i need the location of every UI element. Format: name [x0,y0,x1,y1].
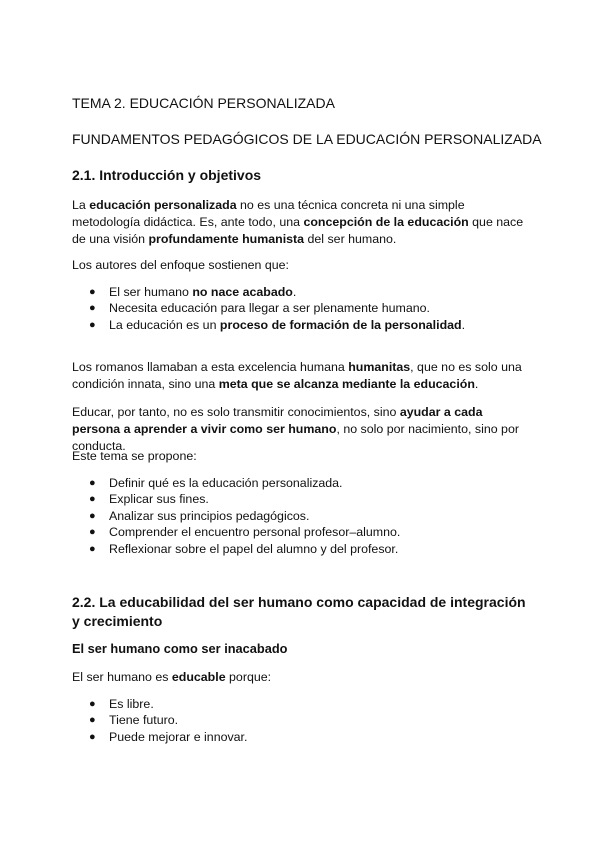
bullet-icon: ● [89,302,96,315]
humanitas-paragraph: Los romanos llamaban a esta excelencia humana humanitas, que no es solo una condición innata, sino una meta que se alcanza mediante la educación. [72,360,522,391]
section-heading-2-2: 2.2. La educabilidad del ser humano como capacidad de integración y crecimiento [72,594,526,629]
list-item: ● Definir qué es la educación personalizada. [89,476,343,490]
bullet-icon: ● [89,714,96,727]
list-item: ● Comprender el encuentro personal profesor–alumno. [89,525,401,540]
list-item: ● La educación es un proceso de formación de la personalidad. [89,317,466,332]
list-item: ● Tiene futuro. [89,713,179,728]
bullet-icon: ● [89,730,96,743]
list-item: ● Analizar sus principios pedagógicos. [89,508,310,523]
bullet-list-educable [72,696,532,745]
bullet-icon: ● [89,526,96,539]
list-item: ● Es libre. [89,697,154,711]
bullet-list-authors [72,284,532,333]
list-item: ● Reflexionar sobre el papel del alumno y del profesor. [89,541,399,556]
educar-paragraph: Educar, por tanto, no es solo transmitir conocimientos, sino ayudar a cada persona a aprender a vivir como ser humano, no solo por nacimiento, sino por conducta. [72,405,519,453]
list-item: ● Puede mejorar e innovar. [89,729,248,744]
bullet-icon: ● [89,493,96,506]
list-item: ● Necesita educación para llegar a ser plenamente humano. [89,301,430,316]
bullet-icon: ● [89,542,96,555]
subsection-heading: El ser humano como ser inacabado [72,641,288,656]
document-title: TEMA 2. EDUCACIÓN PERSONALIZADA [72,95,335,111]
objectives-intro: Este tema se propone: [72,449,197,463]
bullet-icon: ● [89,477,96,489]
bullet-icon: ● [89,509,96,522]
list-item: ● Explicar sus fines. [89,492,209,507]
list-item: ● El ser humano no nace acabado. [89,285,297,299]
bullet-icon: ● [89,286,96,298]
bullet-icon: ● [89,318,96,331]
bullet-list-objectives [72,475,532,557]
authors-paragraph: Los autores del enfoque sostienen que: [72,258,289,272]
intro-paragraph: La educación personalizada no es una técnica concreta ni una simple metodología didáctica. Es, ante todo, una concepción de la educación que nace de una visión profundamente humanista del ser humano. [72,198,524,246]
section-heading-2-1: 2.1. Introducción y objetivos [72,167,262,183]
educable-paragraph: El ser humano es educable porque: [72,670,272,684]
bullet-icon: ● [89,698,96,710]
document-subtitle: FUNDAMENTOS PEDAGÓGICOS DE LA EDUCACIÓN PERSONALIZADA [72,131,542,147]
